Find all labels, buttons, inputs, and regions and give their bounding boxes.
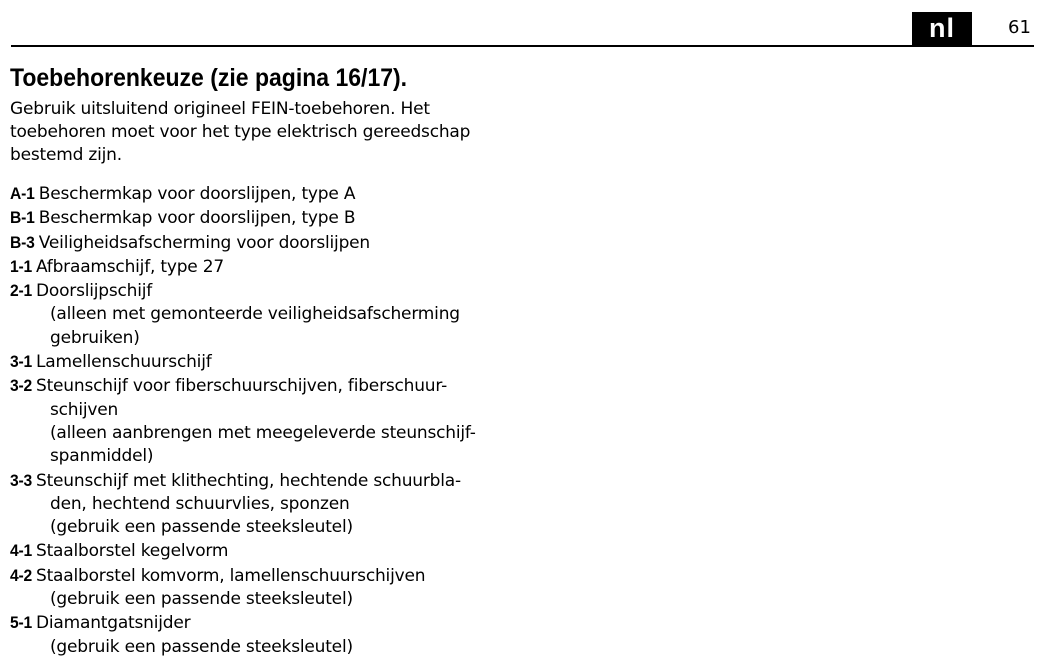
section-title: Toebehorenkeuze (zie pagina 16/17).: [10, 64, 408, 92]
accessory-item-1-1: [10, 255, 570, 279]
accessory-item-line: [10, 257, 224, 277]
accessory-note: den, hechtend schuurvlies, sponzen: [50, 493, 350, 514]
accessory-code: B-3: [10, 232, 35, 252]
accessory-item-line: [10, 376, 447, 396]
accessory-note: (gebruik een passende steeksleutel): [50, 517, 353, 538]
accessory-note: (gebruik een passende steeksleutel): [50, 589, 353, 610]
accessory-item-3-3: [10, 469, 570, 540]
accessory-code: 3-3: [10, 470, 33, 490]
accessory-item-line: [10, 233, 370, 253]
accessory-code: B-1: [10, 208, 35, 228]
accessory-item-3-2: [10, 374, 570, 468]
accessory-description: Staalborstel kegelvorm: [35, 541, 229, 562]
accessory-item-3-1: [10, 350, 570, 374]
page-number: 61: [1008, 17, 1031, 38]
accessory-note: (alleen met gemonteerde veiligheidsafscherming: [50, 304, 460, 325]
accessory-item-4-2: [10, 564, 570, 612]
accessory-note: gebruiken): [50, 327, 140, 348]
accessory-code: 4-1: [10, 541, 33, 561]
accessory-description: Steunschijf met klithechting, hechtende schuurbla-: [35, 470, 461, 491]
accessory-item-5-1: [10, 611, 570, 659]
accessory-item-line: [10, 541, 228, 561]
accessory-item-line: [10, 281, 152, 301]
accessory-item-line: [10, 471, 461, 491]
accessory-code: A-1: [10, 184, 35, 203]
intro-line: Gebruik uitsluitend origineel FEIN-toebehoren. Het: [10, 99, 430, 119]
accessory-code: 5-1: [10, 613, 33, 633]
accessory-code: 4-2: [10, 565, 33, 585]
accessory-item-line: [10, 566, 425, 586]
accessory-description: Diamantgatsnijder: [35, 613, 191, 634]
accessory-list: [10, 182, 570, 659]
accessory-code: 3-2: [10, 376, 33, 396]
accessory-code: 1-1: [10, 256, 33, 276]
accessory-description: Steunschijf voor fiberschuurschijven, fiberschuur-: [35, 376, 448, 397]
intro-line: bestemd zijn.: [10, 145, 122, 165]
accessory-item-line: [10, 352, 212, 372]
language-badge: nl: [912, 12, 972, 45]
accessory-item-line: [10, 184, 355, 204]
accessory-note: (alleen aanbrengen met meegeleverde steunschijf-: [50, 422, 476, 443]
accessory-description: Veiligheidsafscherming voor doorslijpen: [38, 232, 371, 253]
accessory-description: Staalborstel komvorm, lamellenschuurschijven: [35, 565, 426, 586]
header-rule: [11, 45, 1034, 47]
accessory-item-a-1: [10, 182, 570, 206]
intro-line: toebehoren moet voor het type elektrisch gereedschap: [10, 122, 471, 142]
accessory-item-2-1: [10, 279, 570, 350]
accessory-code: 3-1: [10, 352, 33, 372]
accessory-item-b-1: [10, 206, 570, 230]
intro-paragraph: [10, 98, 530, 167]
accessory-note: (gebruik een passende steeksleutel): [50, 636, 353, 657]
accessory-item-line: [10, 613, 190, 633]
accessory-item-4-1: [10, 539, 570, 563]
accessory-code: 2-1: [10, 281, 33, 301]
accessory-description: Doorslijpschijf: [35, 281, 153, 302]
accessory-item-b-3: [10, 231, 570, 255]
accessory-description: Beschermkap voor doorslijpen, type A: [38, 184, 356, 204]
accessory-description: Beschermkap voor doorslijpen, type B: [38, 208, 356, 229]
accessory-note: spanmiddel): [50, 446, 154, 467]
accessory-note: schijven: [50, 399, 119, 420]
accessory-description: Lamellenschuurschijf: [35, 352, 212, 373]
accessory-description: Afbraamschijf, type 27: [35, 256, 224, 277]
accessory-item-line: [10, 208, 355, 228]
